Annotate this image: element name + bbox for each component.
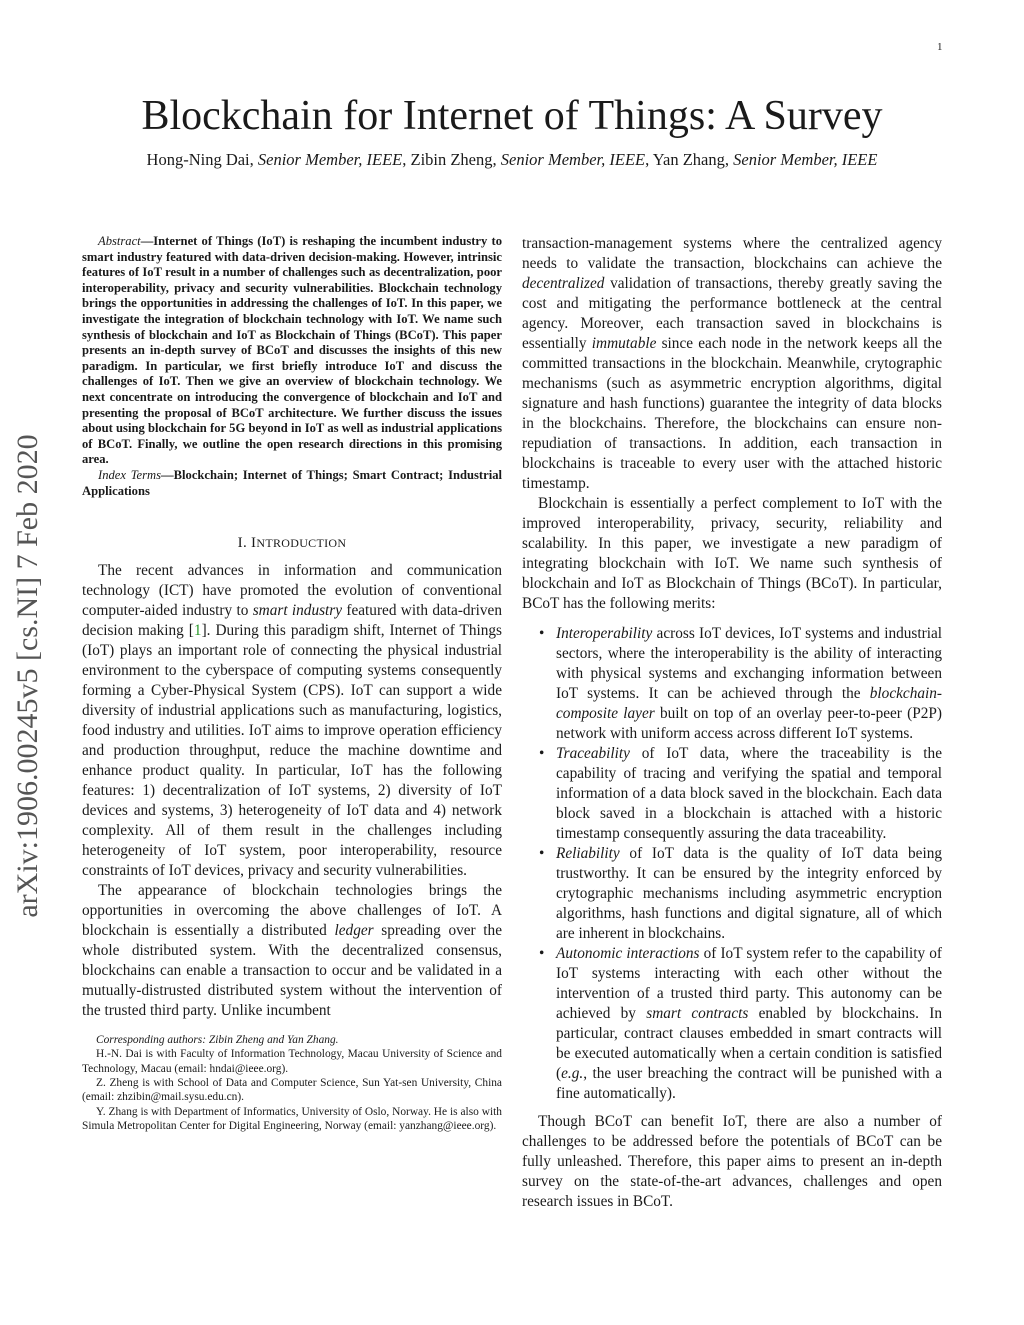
author-text: Hong-Ning Dai, <box>146 150 258 169</box>
section-heading-introduction: I. INTRODUCTION <box>237 535 347 552</box>
index-terms <box>82 468 502 499</box>
arxiv-stamp: arXiv:1906.00245v5 [cs.NI] 7 Feb 2020 <box>11 434 44 918</box>
footnote-corresponding: Corresponding authors: Zibin Zheng and Yan Zhang. <box>96 1034 339 1047</box>
footnote-affiliation: Y. Zhang is with Department of Informatics, University of Oslo, Norway. He is also with Simula Metropolitan Center for Digital Engineering, Norway (email: yanzhang@ieee.org). <box>82 1105 502 1132</box>
left-column <box>82 234 502 1133</box>
page-number: 1 <box>937 41 943 53</box>
author-membership: Senior Member, IEEE <box>257 150 403 169</box>
intro-paragraph-1: The recent advances in information and communication technology (ICT) have promoted the evolution of conventional computer-aided industry to smart industry featured with data-driven decision making [1]. During this paradigm shift, Internet of Things (IoT) plays an important role of connecting the physical industrial environment to the cyberspace of computing systems consequently forming a Cyber-Physical System (CPS). IoT can support a wide diversity of industrial applications such as manufacturing, logistics, food industry and utilities. IoT aims to improve operation efficiency and production throughput, reduce the machine downtime and enhance product quality. In particular, IoT has the following features: 1) decentralization of IoT systems, 2) diversity of IoT devices and systems, 3) heterogeneity of IoT data and 4) network complexity. All of them result in the challenges including heterogeneity of IoT system, poor interoperability, resource constraints of IoT devices, privacy and security vulnerabilities. <box>82 562 503 880</box>
intro-paragraph-2: The appearance of blockchain technologies brings the opportunities in overcoming the above challenges of IoT. A blockchain is essentially a distributed ledger spreading over the whole distributed system. With the decentralized consensus, blockchains can enable a transaction to occur and be validated in a mutually-distrusted distributed system without the intervention of the trusted third party. Unlike incumbent <box>82 882 502 1020</box>
paper-title: Blockchain for Internet of Things: A Survey <box>141 93 883 139</box>
abstract-text: —Internet of Things (IoT) is reshaping the incumbent industry to smart industry featured with data-driven decision-making. However, intrinsic features of IoT result in a number of challenges such as decentralization, poor interoperability, privacy and security vulnerabilities. Blockchain technology brings the opportunities in addressing the challenges of IoT. In this paper, we investigate the integration of blockchain technology with IoT. We name such synthesis of blockchain and IoT as Blockchain of Things (BCoT). This paper presents an in-depth survey of BCoT and discusses the insights of this new paradigm. In particular, we first briefly introduce IoT and discuss the challenges of IoT. Then we give an overview of blockchain technology. We next concentrate on introducing the convergence of blockchain and IoT and presenting the proposal of BCoT architecture. We further discuss the issues about using blockchain for 5G beyond in IoT as well as industrial applications of BCoT. Finally, we outline the open research directions in this promising area. <box>82 234 502 467</box>
merits-list <box>522 624 942 1104</box>
author-membership: Senior Member, IEEE <box>500 150 646 169</box>
author-text: , Zibin Zheng, <box>402 150 501 169</box>
index-terms-label: Index Terms <box>98 467 162 482</box>
footnote-affiliation: Z. Zheng is with School of Data and Computer Science, Sun Yat-sen University, China (email: zhzibin@mail.sysu.edu.cn). <box>82 1076 502 1104</box>
index-terms-text: —Blockchain; Internet of Things; Smart Contract; Industrial Applications <box>82 467 502 498</box>
author-text: , Yan Zhang, <box>645 150 734 169</box>
list-item: • Traceability of IoT data, where the traceability is the capability of tracing and verifying the spatial and temporal information of a data block saved in the blockchain. Each data block saved in a blockchain is attached with a historic timestamp consequently assuring the data traceability. <box>556 744 942 844</box>
abstract-label: Abstract <box>98 234 141 248</box>
body-paragraph: Though BCoT can benefit IoT, there are also a number of challenges to be addressed before the potentials of BCoT can be fully unleashed. Therefore, this paper aims to present an in-depth survey on the state-of-the-art advances, challenges and open research issues in BCoT. <box>522 1113 942 1210</box>
body-paragraph: transaction-management systems where the centralized agency needs to validate the transaction, blockchains can achieve the decentralized validation of transactions, thereby greatly saving the cost and mitigating the performance bottleneck at the central agency. Moreover, each transaction saved in blockchains is essentially immutable since each node in the network keeps all the committed transactions in the blockchain. Meanwhile, crytographic mechanisms (such as asymmetric encryption algorithms, digital signature and hash functions) guarantee the integrity of data blocks in the blockchains. Therefore, the blockchains can ensure non-repudiation of transactions. In addition, each transaction in blockchains is traceable to every user with the attached historic timestamp. <box>522 235 942 492</box>
author-membership: Senior Member, IEEE <box>733 150 878 169</box>
footnote-affiliation: H.-N. Dai is with Faculty of Information Technology, Macau University of Science and Technology, Macau (email: hndai@ieee.org). <box>82 1048 502 1075</box>
list-item: • Reliability of IoT data is the quality of IoT data being trustworthy. It can be ensured by the integrity enforced by crytographic mechanisms including asymmetric encryption algorithms, hash functions and digital signature, all of which are inherent in blockchains. <box>556 844 942 944</box>
list-item: • Autonomic interactions of IoT system refer to the capability of IoT systems interacting with each other without the intervention of a trusted third party. This autonomy can be achieved by smart contracts enabled by blockchains. In particular, contract clauses embedded in smart contracts will be executed automatically when a certain condition is satisfied (e.g., the user breaching the contract will be punished with a fine automatically). <box>556 944 942 1104</box>
author-line <box>0 150 1024 170</box>
body-paragraph: Blockchain is essentially a perfect complement to IoT with the improved interoperability, privacy, security, reliability and scalability. In this paper, we investigate a new paradigm of integrating blockchain with IoT. We name such synthesis of blockchain and IoT as Blockchain of Things (BCoT). In particular, BCoT has the following merits: <box>522 495 942 612</box>
list-item: • Interoperability across IoT devices, IoT systems and industrial sectors, where the interoperability is the ability of interacting with physical systems and exchanging information between IoT systems. It can be achieved through the blockchain-composite layer built on top of an overlay peer-to-peer (P2P) network with uniform access across different IoT systems. <box>556 624 942 744</box>
right-column <box>522 234 942 1212</box>
footnotes <box>82 1033 502 1133</box>
citation-link[interactable]: 1 <box>193 622 202 640</box>
abstract <box>82 234 502 499</box>
